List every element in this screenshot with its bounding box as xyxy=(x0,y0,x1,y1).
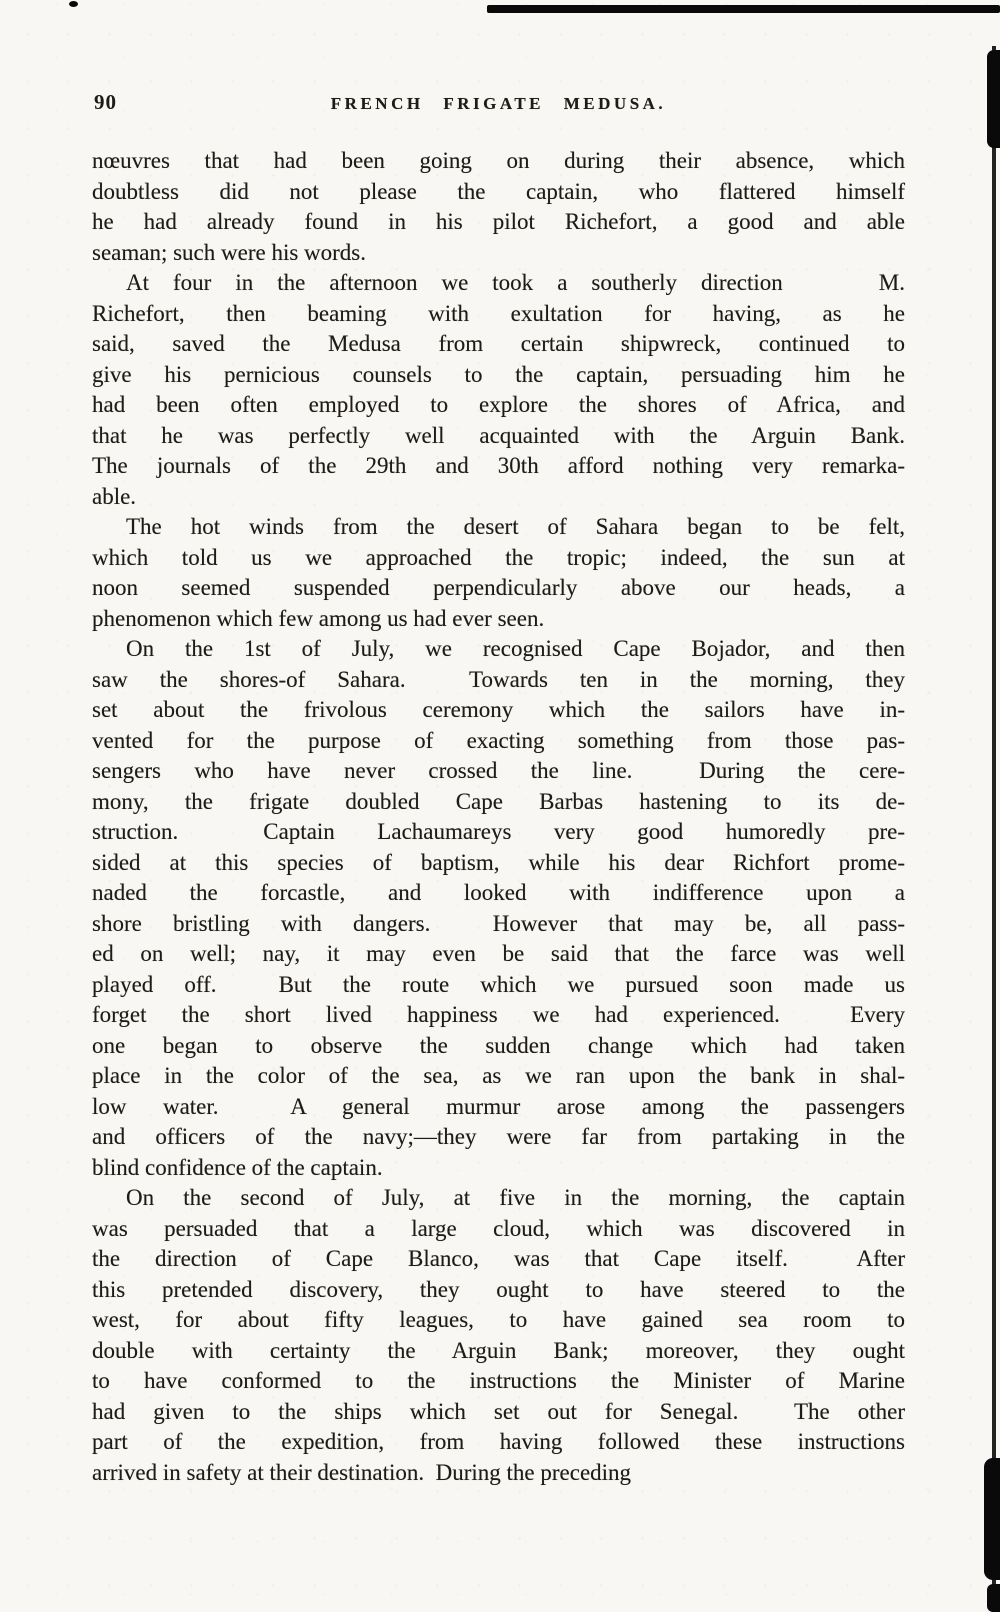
text-line: saw the shores-of Sahara. Towards ten in the morning, they xyxy=(92,666,905,692)
text-line: shore bristling with dangers. However that may be, all pass- xyxy=(92,910,905,936)
text-line: was persuaded that a large cloud, which was discovered in xyxy=(92,1215,905,1241)
text-line: that he was perfectly well acquainted with the Arguin Bank. xyxy=(92,422,905,448)
text-line: phenomenon which few among us had ever seen. xyxy=(92,605,545,631)
running-title: FRENCH FRIGATE MEDUSA. xyxy=(330,94,667,113)
scan-artifact-top-left-dot xyxy=(69,1,78,7)
scan-artifact-right-blob-upper xyxy=(987,50,1000,148)
paragraph xyxy=(92,512,905,634)
text-line: struction. Captain Lachaumareys very good humoredly pre- xyxy=(92,819,905,844)
text-line: had given to the ships which set out for Senegal. The other xyxy=(92,1398,905,1424)
paragraph xyxy=(92,1183,905,1488)
text-line: the direction of Cape Blanco, was that Cape itself. After xyxy=(92,1246,905,1271)
text-line: able. xyxy=(92,483,137,509)
scan-artifact-right-blob-lower xyxy=(984,1458,1000,1580)
text-line: west, for about fifty leagues, to have gained sea room to xyxy=(92,1307,905,1332)
text-line: At four in the afternoon we took a southerly direction M. xyxy=(126,270,905,295)
text-line: he had already found in his pilot Richefort, a good and able xyxy=(92,209,905,234)
text-line: set about the frivolous ceremony which the sailors have in- xyxy=(92,697,905,722)
text-line: this pretended discovery, they ought to have steered to the xyxy=(92,1276,905,1302)
text-line: had been often employed to explore the shores of Africa, and xyxy=(92,392,905,417)
text-line: seaman; such were his words. xyxy=(92,239,367,265)
text-line: to have conformed to the instructions the Minister of Marine xyxy=(92,1368,905,1393)
text-line: one began to observe the sudden change which had taken xyxy=(92,1032,905,1058)
text-line: The journals of the 29th and 30th afford nothing very remarka- xyxy=(92,453,905,478)
text-line: low water. A general murmur arose among the passengers xyxy=(92,1093,905,1119)
text-line: naded the forcastle, and looked with indifference upon a xyxy=(92,880,905,905)
text-line: On the second of July, at five in the morning, the captain xyxy=(126,1185,905,1210)
text-line: played off. But the route which we pursued soon made us xyxy=(92,971,905,997)
text-line: On the 1st of July, we recognised Cape Bojador, and then xyxy=(126,636,905,661)
text-line: nœuvres that had been going on during their absence, which xyxy=(92,148,905,173)
text-line: which told us we approached the tropic; indeed, the sun at xyxy=(92,544,905,570)
scan-artifact-right-blob-bottom xyxy=(987,1584,1000,1612)
paragraph xyxy=(92,268,905,512)
page-number: 90 xyxy=(94,90,117,114)
text-line: sengers who have never crossed the line. During the cere- xyxy=(92,758,905,783)
paragraph xyxy=(92,146,905,268)
text-line: part of the expedition, from having followed these instructions xyxy=(92,1429,905,1454)
text-line: blind confidence of the captain. xyxy=(92,1154,383,1180)
text-line: sided at this species of baptism, while his dear Richfort prome- xyxy=(92,849,905,875)
page-body xyxy=(92,146,905,1488)
text-line: The hot winds from the desert of Sahara began to be felt, xyxy=(126,514,905,539)
scan-artifact-right-edge-line xyxy=(992,46,996,1612)
text-line: mony, the frigate doubled Cape Barbas hastening to its de- xyxy=(92,788,905,814)
text-line: said, saved the Medusa from certain shipwreck, continued to xyxy=(92,331,905,356)
text-line: ed on well; nay, it may even be said that the farce was well xyxy=(92,941,905,966)
paragraph xyxy=(92,634,905,1183)
text-line: and officers of the navy;—they were far from partaking in the xyxy=(92,1124,905,1149)
text-line: Richefort, then beaming with exultation for having, as he xyxy=(92,300,905,326)
text-line: give his pernicious counsels to the captain, persuading him he xyxy=(92,361,905,387)
text-line: vented for the purpose of exacting something from those pas- xyxy=(92,727,905,753)
text-line: doubtless did not please the captain, who flattered himself xyxy=(92,178,905,204)
scan-artifact-top-bar xyxy=(487,5,1000,13)
text-line: noon seemed suspended perpendicularly above our heads, a xyxy=(92,575,905,600)
text-line: forget the short lived happiness we had experienced. Every xyxy=(92,1002,905,1027)
text-line: arrived in safety at their destination. During the preceding xyxy=(92,1459,632,1485)
text-line: place in the color of the sea, as we ran upon the bank in shal- xyxy=(92,1063,905,1088)
text-line: double with certainty the Arguin Bank; moreover, they ought xyxy=(92,1337,905,1363)
